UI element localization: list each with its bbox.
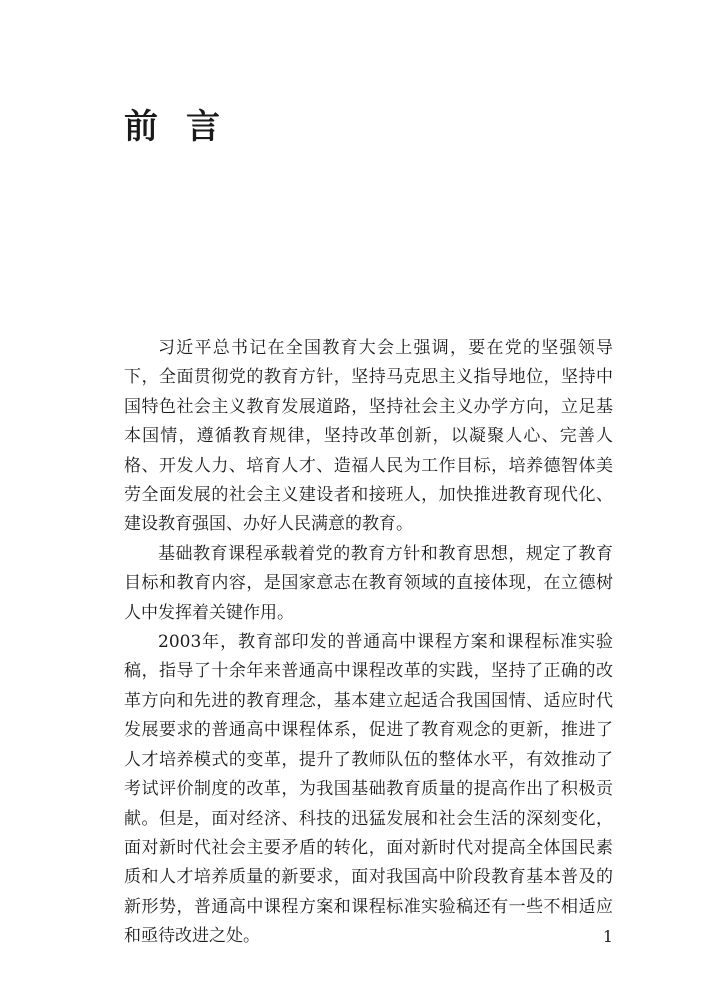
paragraph: 基础教育课程承载着党的教育方针和教育思想，规定了教育目标和教育内容，是国家意志在教育领域的直接体现，在立德树人中发挥着关键作用。 <box>124 543 613 623</box>
chapter-title: 前言 <box>124 107 248 147</box>
page-number: 1 <box>602 927 613 946</box>
paragraph: 2003年，教育部印发的普通高中课程方案和课程标准实验稿，指导了十余年来普通高中课程改革的实践，坚持了正确的改革方向和先进的教育理念，基本建立起适合我国国情、适应时代发展要求的普通高中课程体系，促进了教育观念的更新，推进了人才培养模式的变革，提升了教师队伍的整体水平，有效推动了考试评价制度的改革，为我国基础教育质量的提高作出了积极贡献。但是，面对经济、科技的迅猛发展和社会生活的深刻变化，面对新时代社会主要矛盾的转化，面对新时代对提高全体国民素质和人才培养质量的新要求，面对我国高中阶段教育基本普及的新形势，普通高中课程方案和课程标准实验稿还有一些不相适应和亟待改进之处。 <box>124 632 613 947</box>
body-text <box>124 334 613 952</box>
paragraph: 习近平总书记在全国教育大会上强调，要在党的坚强领导下，全面贯彻党的教育方针，坚持马克思主义指导地位，坚持中国特色社会主义教育发展道路，坚持社会主义办学方向，立足基本国情，遵循教育规律，坚持改革创新，以凝聚人心、完善人格、开发人力、培育人才、造福人民为工作目标，培养德智体美劳全面发展的社会主义建设者和接班人，加快推进教育现代化、建设教育强国、办好人民满意的教育。 <box>124 338 613 535</box>
